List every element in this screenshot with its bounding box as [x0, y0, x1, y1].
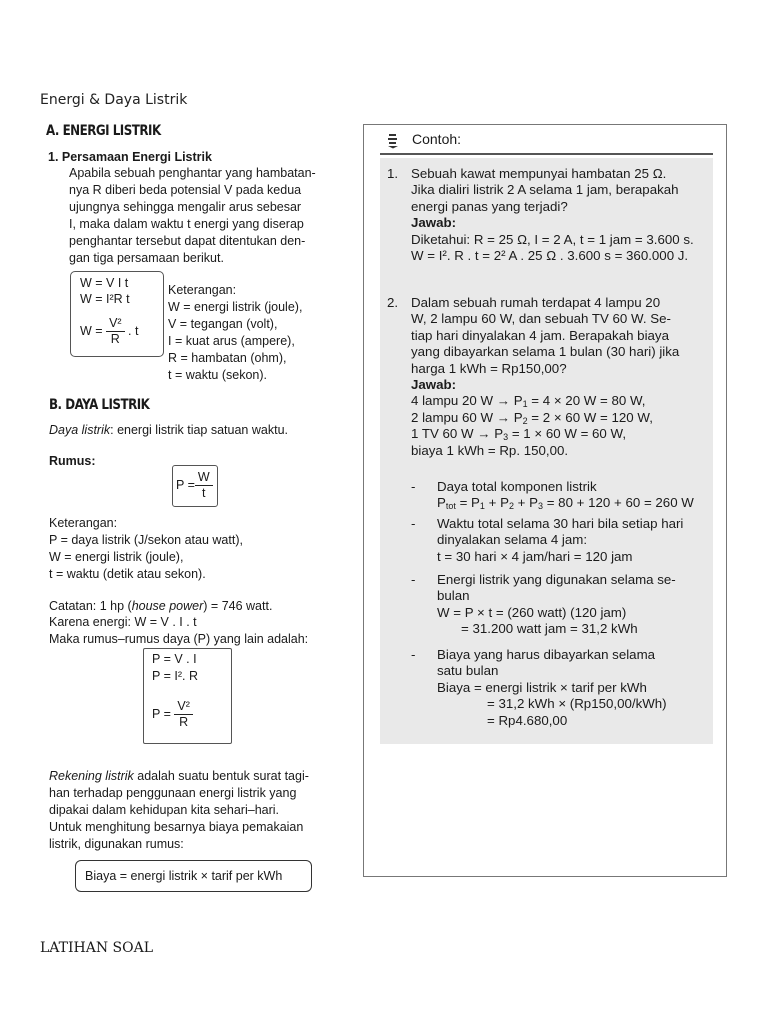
- rumus-label: Rumus:: [49, 454, 96, 468]
- pen-icon: [386, 133, 400, 149]
- power-formula-box: P = $\frac{W}{t}$: [172, 465, 218, 507]
- bullet-dash: -: [411, 516, 416, 531]
- q2-number: 2.: [387, 295, 399, 310]
- keterangan-daya: Keterangan: P = daya listrik (J/sekon atau watt), W = energi listrik (joule), t = waktu (detik atau sekon).: [49, 516, 243, 581]
- section-b-title: B. DAYA LISTRIK: [49, 397, 150, 413]
- bullet-biaya: Biaya yang harus dibayarkan selama satu bulan Biaya = energi listrik × tarif per kWh = 31,2 kWh × (Rp150,00/kWh) = Rp4.680,00: [437, 647, 667, 728]
- bullet-dash: -: [411, 479, 416, 494]
- q1-question: Sebuah kawat mempunyai hambatan 25 Ω. Jika dialiri listrik 2 A selama 1 jam, berapakah energi panas yang terjadi? Jawab: Diketahui: R = 25 Ω, I = 2 A, t = 1 jam = 3.600 s. W = I². R . t = 2² A . 25 Ω . 3.600 s = 360.000 J.: [411, 166, 694, 264]
- bullet-dash: -: [411, 572, 416, 587]
- daya-definition: Daya listrik: energi listrik tiap satuan waktu.: [49, 423, 288, 437]
- bullet-waktu-total: Waktu total selama 30 hari bila setiap hari dinyalakan selama 4 jam: t = 30 hari × 4 jam/hari = 120 jam: [437, 516, 684, 564]
- biaya-formula-box: Biaya = energi listrik × tarif per kWh: [75, 860, 312, 892]
- catatan-hp: Catatan: 1 hp (house power) = 746 watt.: [49, 599, 273, 613]
- bullet-daya-total: Daya total komponen listrik $P_{tot} = P_1 + P_2 + P_3 = 80 + 120 + 60 = 260$ W: [437, 479, 694, 512]
- item1-title: 1. Persamaan Energi Listrik: [48, 150, 212, 164]
- example-title: Contoh:: [412, 131, 462, 147]
- page-title: Energi & Daya Listrik: [40, 92, 188, 108]
- keterangan-energi: Keterangan: W = energi listrik (joule), V = tegangan (volt), I = kuat arus (ampere), R = hambatan (ohm), t = waktu (sekon).: [168, 283, 303, 382]
- q1-number: 1.: [387, 166, 399, 181]
- item1-paragraph: Apabila sebuah penghantar yang hambatan- nya R diberi beda potensial V pada kedua ujungnya sehingga mengalir arus sebesar I, maka dalam waktu t energi yang diserap penghantar tersebut dapat ditentukan den- gan tiga persamaan berikut.: [69, 166, 316, 265]
- section-a-title: A. ENERGI LISTRIK: [46, 123, 161, 139]
- karena-energi: Karena energi: W = V . I . t: [49, 615, 197, 629]
- bullet-energi-sebulan: Energi listrik yang digunakan selama se- bulan W = P × t = (260 watt) (120 jam) = 31.200 watt jam = 31,2 kWh: [437, 572, 676, 637]
- maka-rumus: Maka rumus–rumus daya (P) yang lain adalah:: [49, 632, 309, 646]
- power-formulas-box: P = V . I P = I². R P = $\frac{\text{V²}}{R}$: [143, 648, 232, 744]
- energy-formula-box: W = V I t W = I²R t W = $\frac{\text{V²}}{R}$ . t: [70, 271, 164, 357]
- bullet-dash: -: [411, 647, 416, 662]
- q2-question: Dalam sebuah rumah terdapat 4 lampu 20 W, 2 lampu 60 W, dan sebuah TV 60 W. Se- tiap hari dinyalakan 4 jam. Berapakah biaya yang dibayarkan selama 1 bulan (30 hari) jika harga 1 kWh = Rp150,00? Jawab: 4 lampu 20 $W \to P_1 = 4 \times 20$ W = 80 W, 2 lampu 60 $W \to P_2 = 2 \times 60$ W = 120 W, 1 TV 60 $W \to P_3 = 1 \times 60$ W = 60 W, biaya 1 kWh = Rp. 150,00.: [411, 295, 680, 458]
- footer-latihan-soal: LATIHAN SOAL: [40, 940, 154, 956]
- rekening-paragraph: Rekening listrik adalah suatu bentuk surat tagi- han terhadap penggunaan energi listrik yang dipakai dalam kehidupan kita sehari–hari. Untuk menghitung besarnya biaya pemakaian listrik, digunakan rumus:: [49, 769, 309, 851]
- example-divider: [380, 153, 713, 155]
